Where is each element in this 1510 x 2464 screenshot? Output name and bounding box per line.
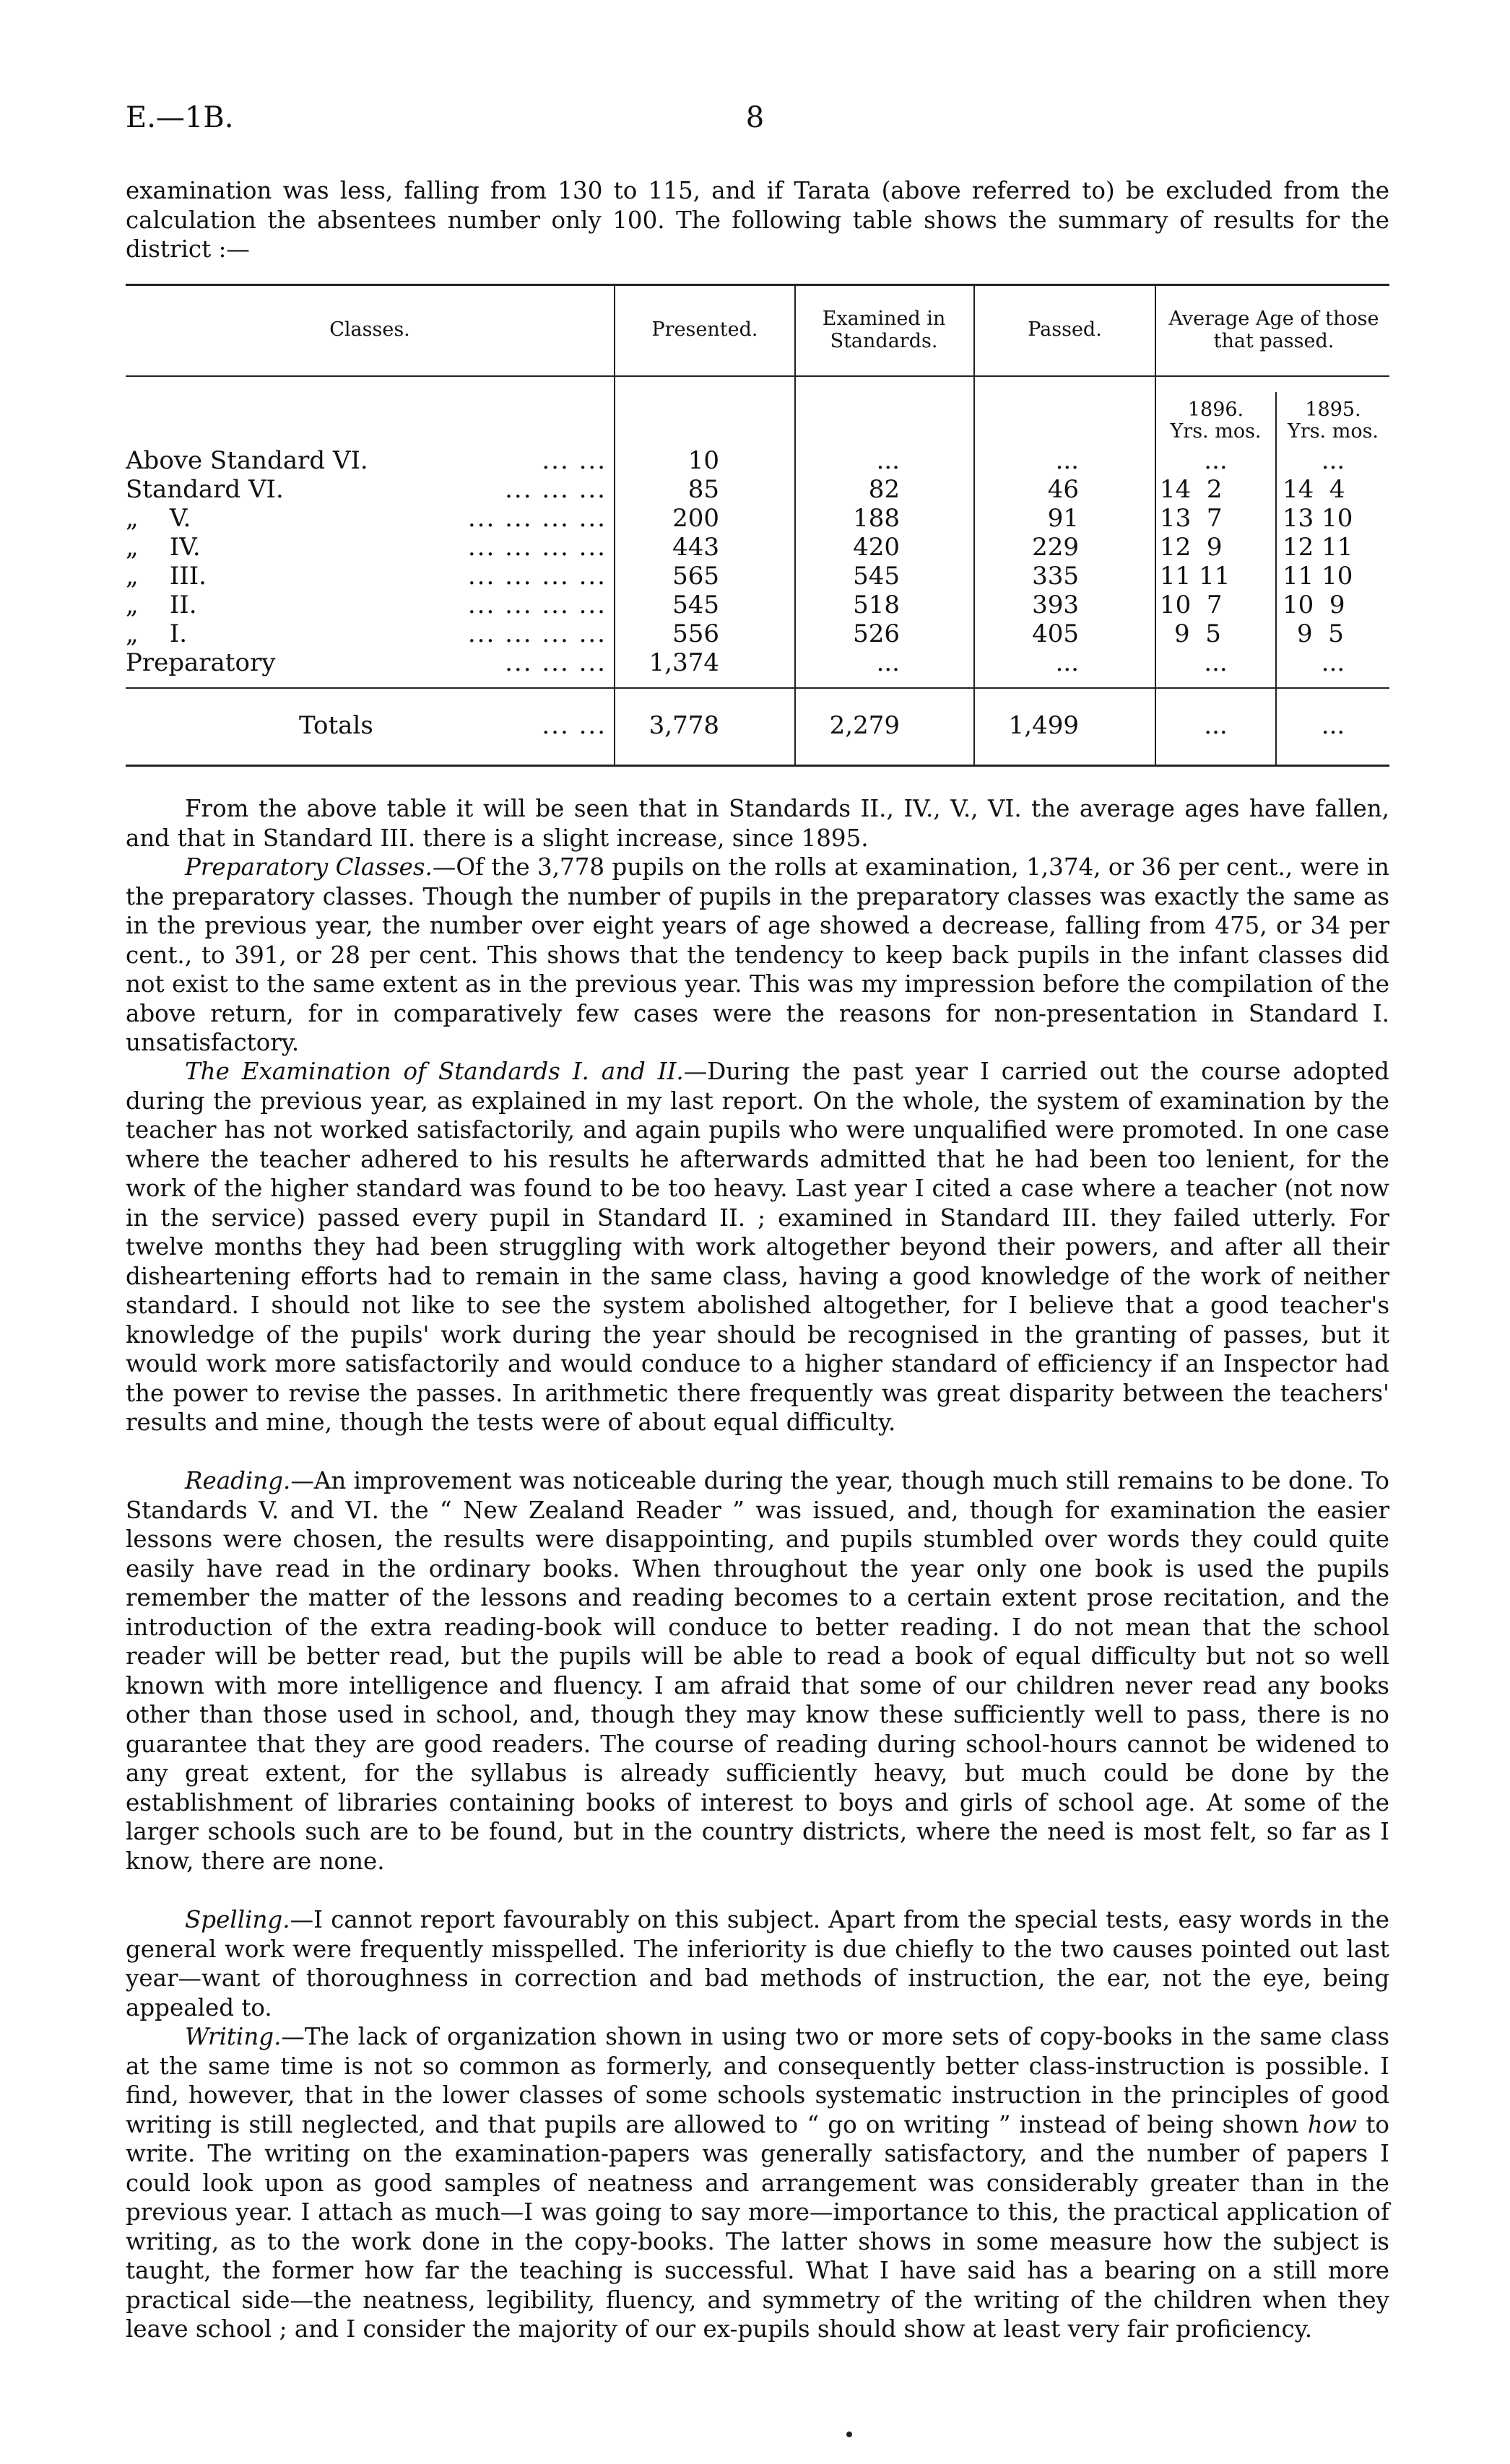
totals-age-1896: ...	[1204, 711, 1228, 740]
paragraph-text: —The lack of organization shown in using two or more sets of copy-books in the same class at the same time is not so common as formerly, and consequently better class-instruction is possible. I find, however, that in the lower classes of some schools systematic instruction in the principles of good writing is still neglected, and that pupils are allowed to “ go on writing ” instead of being shown	[126, 2023, 1389, 2138]
row-age-1895: 10 9	[1283, 591, 1345, 619]
row-age-1896: 11 11	[1160, 562, 1231, 591]
header-examined: Examined in Standards.	[822, 307, 946, 352]
paragraph-reading	[126, 1466, 1389, 1876]
section-title: Reading.	[185, 1467, 291, 1494]
row-examined: 420	[853, 533, 900, 562]
totals-examined: 2,279	[829, 711, 900, 740]
row-age-1896: 14 2	[1160, 475, 1223, 504]
row-class-label: „ IV.	[126, 533, 201, 562]
section-title: Preparatory Classes.	[185, 853, 433, 881]
row-age-1895: 11 10	[1283, 562, 1353, 591]
row-leader: ... ... ... ...	[467, 591, 607, 619]
totals-label: Totals	[299, 711, 373, 740]
row-age-1896: 12 9	[1160, 533, 1223, 562]
row-age-1896: 13 7	[1160, 504, 1223, 533]
row-examined: 82	[868, 475, 900, 504]
row-leader: ... ... ... ...	[467, 562, 607, 591]
page-header	[126, 101, 1384, 144]
row-presented: 200	[672, 504, 719, 533]
results-summary-table	[126, 284, 1389, 767]
row-examined: ...	[876, 648, 900, 677]
row-presented: 10	[687, 446, 719, 475]
header-presented: Presented.	[651, 318, 758, 341]
row-passed: ...	[1055, 446, 1079, 475]
row-age-1895: ...	[1321, 648, 1345, 677]
subheader-yrs-mos: Yrs. mos.	[1170, 420, 1262, 443]
paragraph-average-ages: From the above table it will be seen that in Standards II., IV., V., VI. the average ages have fallen, and that in Standard III. there is a slight increase, since 1895.	[126, 795, 1389, 852]
column-rule	[1155, 284, 1156, 765]
row-class-label: Standard VI.	[126, 475, 284, 504]
row-age-1895: 14 4	[1283, 475, 1345, 504]
totals-presented: 3,778	[648, 711, 719, 740]
row-leader: ... ... ... ...	[467, 619, 607, 648]
row-examined: 188	[853, 504, 900, 533]
paragraph-text: —During the past year I carried out the course adopted during the previous year, as explained in my last report. On the whole, the system of examination by the teacher has not worked satisfactorily, and again pupils who were unqualified were promoted. In one case where the teacher adhered to his results he afterwards admitted that he had been too lenient, for the work of the higher standard was found to be too heavy. Last year I cited a case where a teacher (not now in the service) passed every pupil in Standard II. ; examined in Standard III. they failed utterly. For twelve months they had been struggling with work altogether beyond their powers, and after all their disheartening efforts had to remain in the same class, having a good knowledge of the work of neither standard. I should not like to see the system abolished altogether, for I believe that a good teacher's knowledge of the pupils' work during the year should be recognised in the granting of passes, but it would work more satisfactorily and would conduce to a higher standard of efficiency if an Inspector had the power to revise the passes. In arithmetic there frequently was great disparity between the teachers' results and mine, though the tests were of about equal difficulty.	[126, 1058, 1389, 1436]
totals-passed: 1,499	[1008, 711, 1079, 740]
paragraph-text: —Of the 3,778 pupils on the rolls at examination, 1,374, or 36 per cent., were in the preparatory classes. Though the number of pupils in the preparatory classes was exactly the same as in the previous year, the number over eight years of age showed a decrease, falling from 475, or 34 per cent., to 391, or 28 per cent. This shows that the tendency to keep back pupils in the infant classes did not exist to the same extent as in the previous year. This was my impression before the compilation of the above return, for in comparatively few cases were the reasons for non-presentation in Standard I. unsatisfactory.	[126, 853, 1389, 1056]
subheader-yrs-mos: Yrs. mos.	[1287, 420, 1379, 443]
row-class-label: Preparatory	[126, 648, 276, 677]
emphasis-word: how	[1307, 2110, 1358, 2138]
row-age-1896: ...	[1204, 648, 1228, 677]
totals-leader: ... ...	[542, 711, 607, 740]
row-age-1896: 9 5	[1174, 619, 1221, 648]
paragraph-writing	[126, 2022, 1389, 2344]
section-title: Spelling.	[185, 1906, 290, 1933]
row-examined: ...	[876, 446, 900, 475]
table-bottom-rule	[126, 765, 1389, 767]
row-passed: 393	[1032, 591, 1079, 619]
row-leader: ... ... ...	[505, 475, 607, 504]
column-rule	[794, 284, 796, 765]
paragraph-spelling	[126, 1905, 1389, 2022]
header-classes: Classes.	[329, 318, 410, 341]
row-passed: 229	[1032, 533, 1079, 562]
row-passed: 46	[1047, 475, 1079, 504]
footer-mark	[846, 2432, 852, 2437]
row-age-1896: 10 7	[1160, 591, 1223, 619]
row-examined: 518	[853, 591, 900, 619]
row-presented: 1,374	[648, 648, 719, 677]
row-age-1895: ...	[1321, 446, 1345, 475]
row-leader: ... ... ... ...	[467, 533, 607, 562]
page-number: 8	[745, 101, 765, 134]
row-presented: 565	[672, 562, 719, 591]
paragraph-examination-standards	[126, 1057, 1389, 1437]
report-code: E.—1B.	[126, 101, 234, 134]
row-examined: 545	[853, 562, 900, 591]
row-class-label: „ V.	[126, 504, 191, 533]
table-header-rule	[126, 375, 1389, 377]
subheader-1896: 1896.	[1187, 399, 1244, 421]
paragraph-text: to write. The writing on the examination-papers was generally satisfactory, and the number of papers I could look upon as good samples of neatness and arrangement was considerably greater than in the previous year. I attach as much—I was going to say more—importance to this, the practical application of writing, as to the work done in the copy-books. The latter shows in some measure how the subject is taught, the former how far the teaching is successful. What I have said has a bearing on a still more practical side—the neatness, legibility, fluency, and symmetry of the writing of the children when they leave school ; and I consider the majority of our ex-pupils should show at least very fair proficiency.	[126, 2110, 1389, 2343]
row-passed: 405	[1032, 619, 1079, 648]
row-age-1896: ...	[1204, 446, 1228, 475]
row-age-1895: 13 10	[1283, 504, 1353, 533]
header-average-age: Average Age of those that passed.	[1168, 307, 1379, 352]
totals-age-1895: ...	[1321, 711, 1345, 740]
row-age-1895: 12 11	[1283, 533, 1353, 562]
row-presented: 545	[672, 591, 719, 619]
table-totals-rule	[126, 687, 1389, 689]
paragraph-preparatory-classes	[126, 853, 1389, 1058]
row-presented: 443	[672, 533, 719, 562]
row-class-label: „ II.	[126, 591, 197, 619]
row-class-label: Above Standard VI.	[126, 446, 368, 475]
row-class-label: „ III.	[126, 562, 207, 591]
row-class-label: „ I.	[126, 619, 188, 648]
intro-paragraph: examination was less, falling from 130 to 115, and if Tarata (above referred to) be excluded from the calculation the absentees number only 100. The following table shows the summary of results for the district :—	[126, 177, 1389, 263]
row-presented: 85	[687, 475, 719, 504]
paragraph-text: —I cannot report favourably on this subject. Apart from the special tests, easy words in the general work were frequently misspelled. The inferiority is due chiefly to the two causes pointed out last year—want of thoroughness in correction and bad methods of instruction, the ear, not the eye, being appealed to.	[126, 1906, 1389, 2021]
paragraph-text: —An improvement was noticeable during the year, though much still remains to be done. To Standards V. and VI. the “ New Zealand Reader ” was issued, and, though for examination the easier lessons were chosen, the results were disappointing, and pupils stumbled over words they could quite easily have read in the ordinary books. When throughout the year only one book is used the pupils remember the matter of the lessons and reading becomes to a certain extent prose recitation, and the introduction of the extra reading-book will conduce to better reading. I do not mean that the school reader will be better read, but the pupils will be able to read a book of equal difficulty but not so well known with more intelligence and fluency. I am afraid that some of our children never read any books other than those used in school, and, though they may know these sufficiently well to pass, there is no guarantee that they are good readers. The course of reading during school-hours cannot be widened to any great extent, for the syllabus is already sufficiently heavy, but much could be done by the establishment of libraries containing books of interest to boys and girls of school age. At some of the larger schools such are to be found, but in the country districts, where the need is most felt, so far as I know, there are none.	[126, 1467, 1389, 1875]
row-age-1895: 9 5	[1297, 619, 1344, 648]
row-presented: 556	[672, 619, 719, 648]
row-leader: ... ... ...	[505, 648, 607, 677]
row-passed: 91	[1047, 504, 1079, 533]
header-passed: Passed.	[1028, 318, 1102, 341]
section-title: Writing.	[185, 2023, 282, 2050]
section-title: The Examination of Standards I. and II.	[185, 1058, 684, 1085]
row-leader: ... ...	[542, 446, 607, 475]
row-leader: ... ... ... ...	[467, 504, 607, 533]
row-passed: 335	[1032, 562, 1079, 591]
row-examined: 526	[853, 619, 900, 648]
row-passed: ...	[1055, 648, 1079, 677]
subheader-1895: 1895.	[1305, 399, 1361, 421]
